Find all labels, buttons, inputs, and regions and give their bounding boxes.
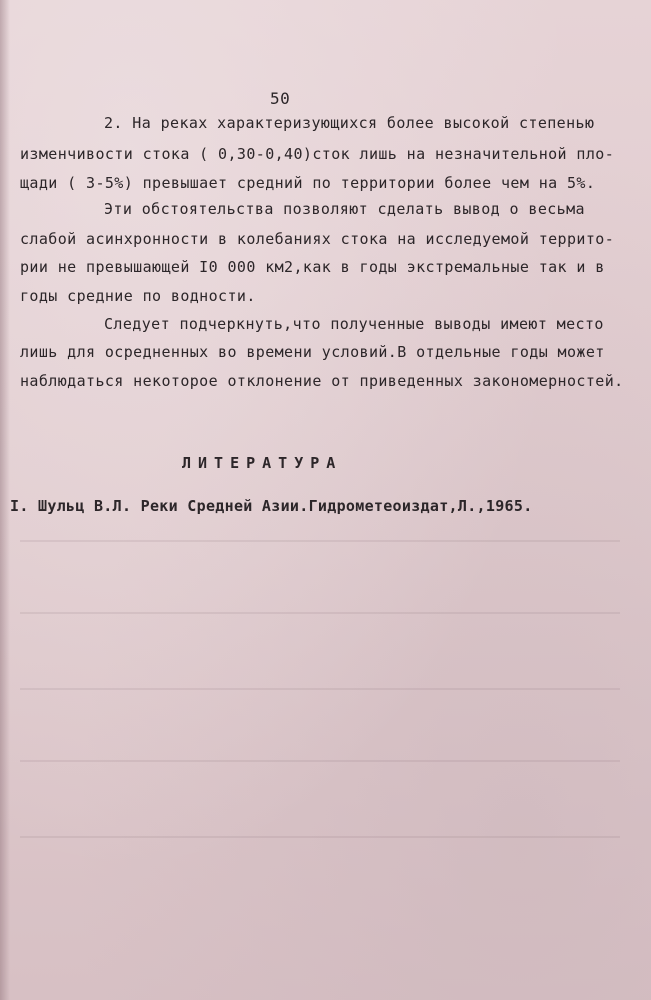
paragraph-2-line-4: годы средние по водности. [20, 287, 256, 305]
literature-heading: ЛИТЕРАТУРА [182, 454, 343, 472]
paragraph-3-line-1: Следует подчеркнуть,что полученные выводы имеют место [104, 315, 604, 333]
show-through-mark [20, 760, 620, 762]
paragraph-1-line-3: щади ( 3-5%) превышает средний по территории более чем на 5%. [20, 174, 596, 192]
paragraph-2-line-1: Эти обстоятельства позволяют сделать вывод о весьма [104, 200, 585, 218]
paragraph-1-line-2: изменчивости стока ( 0,30-0,40)сток лишь на незначительной пло- [20, 145, 615, 163]
show-through-mark [20, 688, 620, 690]
paragraph-3-line-3: наблюдаться некоторое отклонение от приведенных закономерностей. [20, 372, 624, 390]
paragraph-2-line-2: слабой асинхронности в колебаниях стока на исследуемой террито- [20, 230, 615, 248]
paragraph-3-line-2: лишь для осредненных во времени условий.В отдельные годы может [20, 343, 605, 361]
literature-item: I. Шульц В.Л. Реки Средней Азии.Гидрометеоиздат,Л.,1965. [10, 497, 533, 515]
paragraph-1-line-1: 2. На реках характеризующихся более высокой степенью [104, 114, 595, 132]
page-number: 50 [270, 89, 291, 108]
show-through-mark [20, 612, 620, 614]
show-through-mark [20, 540, 620, 542]
page-edge-shadow [0, 0, 10, 1000]
show-through-mark [20, 836, 620, 838]
paragraph-2-line-3: рии не превышающей I0 000 км2,как в годы экстремальные так и в [20, 258, 605, 276]
